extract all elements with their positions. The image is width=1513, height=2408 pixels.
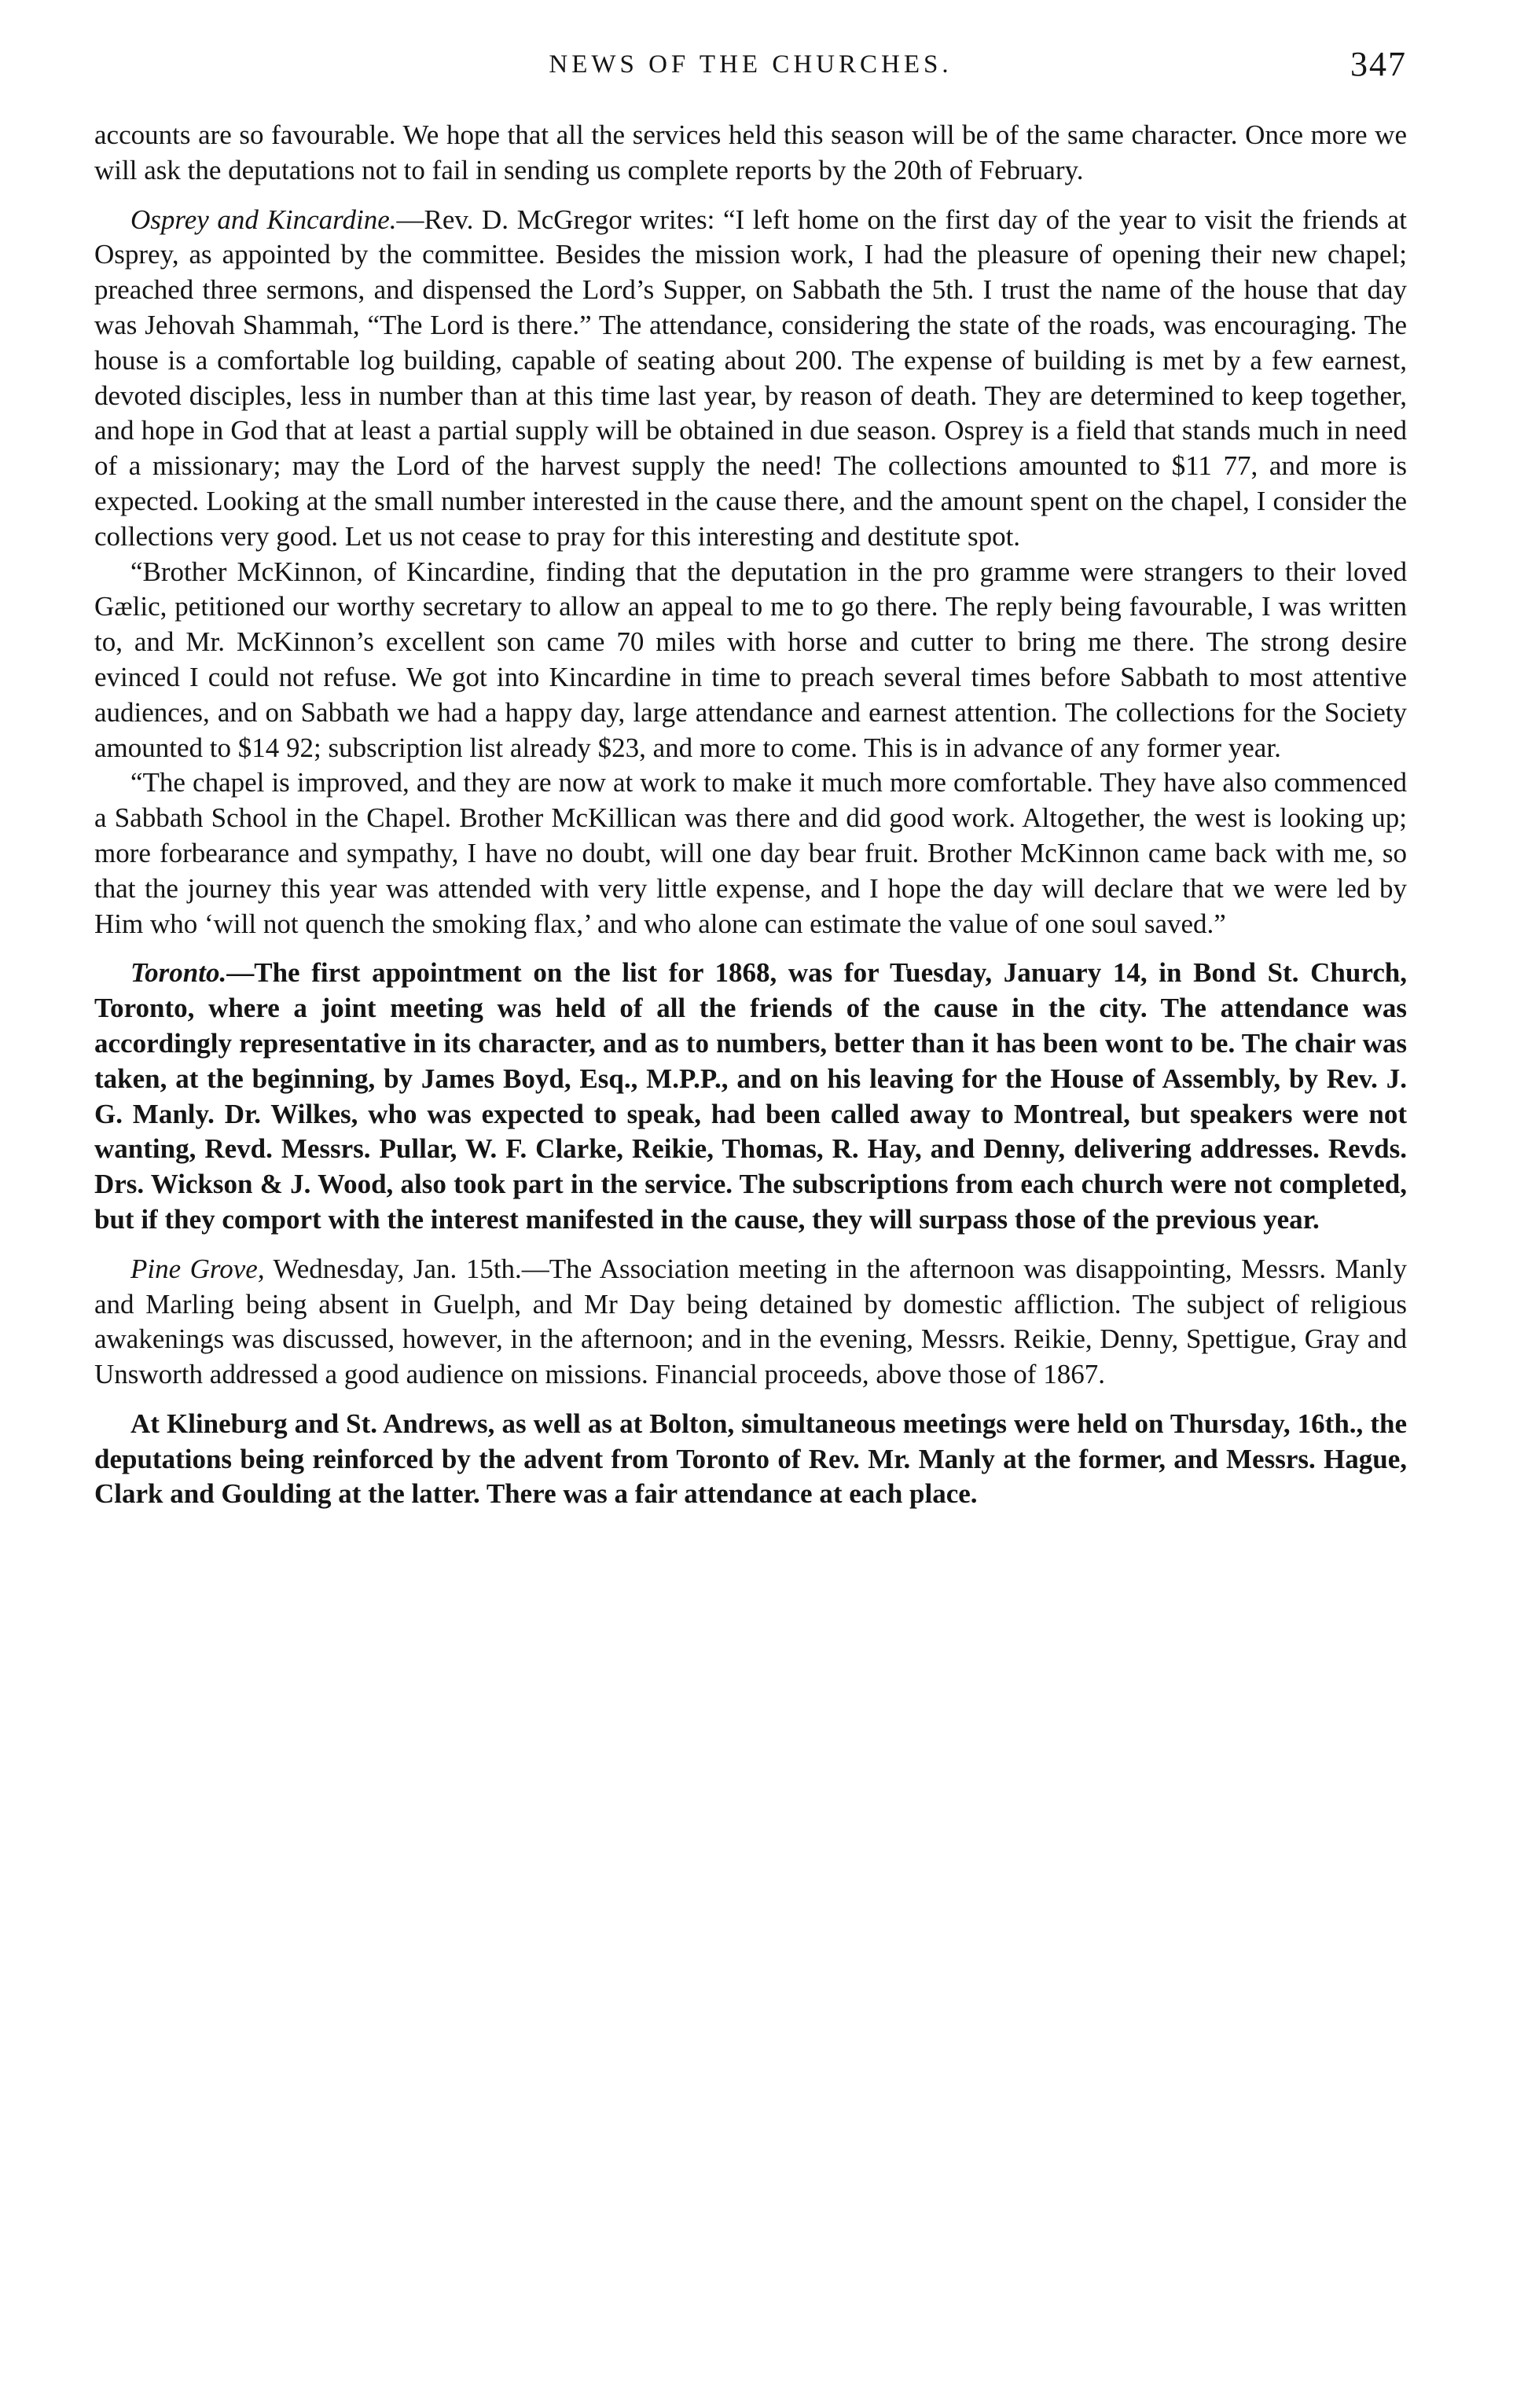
paragraph-klineburg [94,1407,1407,1512]
section-lead: At [130,1408,167,1439]
paragraph-intro [94,118,1407,189]
paragraph-chapel [94,765,1407,942]
paragraph-text: “Brother McKinnon, of Kincardine, finding that the deputation in the pro gramme were strangers to their loved Gælic, petitioned our worthy secretary to allow an appeal to me to go there. The reply being favourable, I was written to, and Mr. McKinnon’s excellent son came 70 miles with horse and cutter to bring me there. The strong desire evinced I could not refuse. We got into Kincardine in time to preach several times before Sabbath to most attentive audiences, and on Sabbath we had a happy day, large attendance and earnest attention. The collections for the Society amounted to $14 92; subscription list already $23, and more to come. This is in advance of any former year. [94,556,1407,763]
paragraph-osprey-kincardine [94,203,1407,555]
running-head: NEWS OF THE CHURCHES. [549,50,953,79]
section-lead: Pine Grove, [130,1253,265,1284]
paragraph-text: —Rev. D. McGregor writes: “I left home on the first day of the year to visit the friends at Osprey, as appointed by the committee. Besides the mission work, I had the pleasure of opening their new chapel; preached three sermons, and dispensed the Lord’s Supper, on Sabbath the 5th. I trust the name of the house that day was Jehovah Shammah, “The Lord is there.” The attendance, considering the state of the roads, was encouraging. The house is a comfortable log building, capable of seating about 200. The expense of building is met by a few earnest, devoted disciples, less in number than at this time last year, by reason of death. They are determined to keep together, and hope in God that at least a partial supply will be obtained in due season. Osprey is a field that stands much in need of a missionary; may the Lord of the harvest supply the need! The collections amounted to $11 77, and more is expected. Looking at the small number interested in the cause there, and the amount spent on the chapel, I consider the collections very good. Let us not cease to pray for this interesting and destitute spot. [94,204,1407,552]
page-header [94,44,1407,94]
paragraph-pine-grove [94,1252,1407,1393]
section-lead: Osprey and Kincardine. [130,204,397,235]
paragraph-text: Klineburg and St. Andrews, as well as at Bolton, simultaneous meetings were held on Thursday, 16th., the deputations being reinforced by the advent from Toronto of Rev. Mr. Manly at the former, and Messrs. Hague, Clark and Goulding at the latter. There was a fair attendance at each place. [94,1408,1407,1510]
page-number: 347 [1350,45,1407,83]
paragraph-toronto [94,956,1407,1237]
paragraph-text: accounts are so favourable. We hope that all the services held this season will be of the same character. Once more we will ask the deputations not to fail in sending us complete reports by the 20th of February. [94,119,1407,185]
paragraph-mckinnon [94,555,1407,766]
section-lead: Toronto. [130,957,227,989]
paragraph-text: —The first appointment on the list for 1868, was for Tuesday, January 14, in Bond St. Church, Toronto, where a joint meeting was held of all the friends of the cause in the city. The attendance was accordingly representative in its character, and as to numbers, better than it has been wont to be. The chair was taken, at the beginning, by James Boyd, Esq., M.P.P., and on his leaving for the House of Assembly, by Rev. J. G. Manly. Dr. Wilkes, who was expected to speak, had been called away to Montreal, but speakers were not wanting, Revd. Messrs. Pullar, W. F. Clarke, Reikie, Thomas, R. Hay, and Denny, delivering addresses. Revds. Drs. Wickson & J. Wood, also took part in the service. The subscriptions from each church were not completed, but if they comport with the interest manifested in the cause, they will surpass those of the previous year. [94,957,1407,1235]
paragraph-text: “The chapel is improved, and they are now at work to make it much more comfortable. They have also commenced a Sabbath School in the Chapel. Brother McKillican was there and did good work. Altogether, the west is looking up; more forbearance and sympathy, I have no doubt, will one day bear fruit. Brother McKinnon came back with me, so that the journey this year was attended with very little expense, and I hope the day will declare that we were led by Him who ‘will not quench the smoking flax,’ and who alone can estimate the value of one soul saved.” [94,767,1407,939]
article-body [94,118,1407,1512]
paragraph-text: Wednesday, Jan. 15th.—The Association meeting in the afternoon was disappointing, Messrs. Manly and Marling being absent in Guelph, and Mr Day being detained by domestic affliction. The subject of religious awakenings was discussed, however, in the afternoon; and in the evening, Messrs. Reikie, Denny, Spettigue, Gray and Unsworth addressed a good audience on missions. Financial proceeds, above those of 1867. [94,1253,1407,1390]
